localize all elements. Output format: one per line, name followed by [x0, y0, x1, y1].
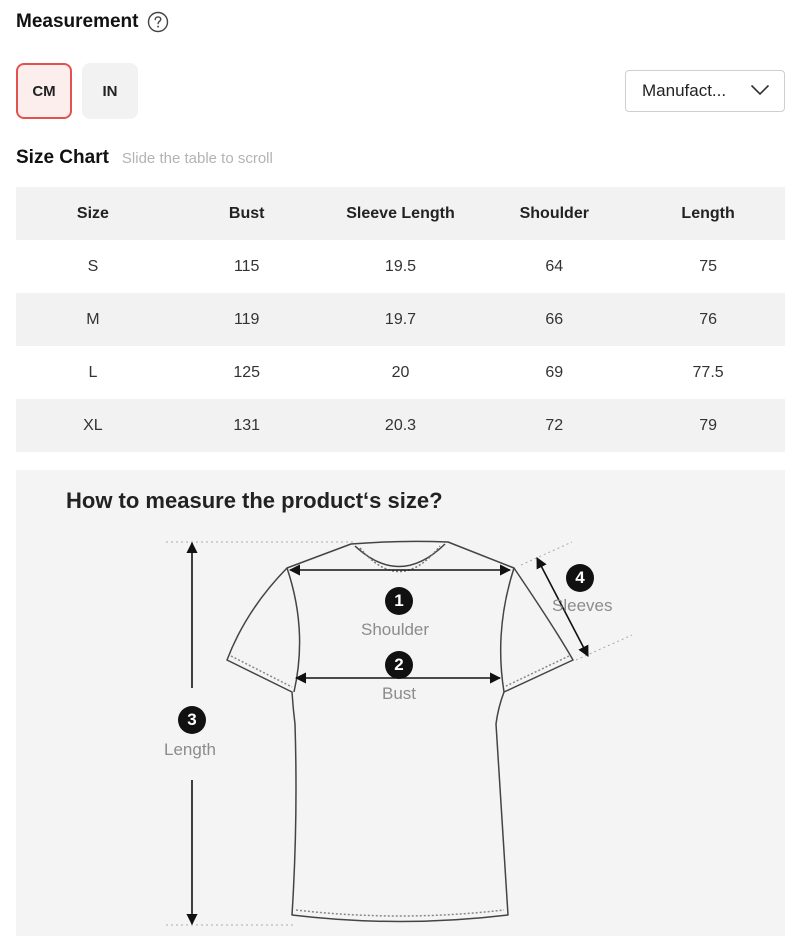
table-cell: XL [16, 399, 170, 452]
bust-label: Bust [382, 684, 417, 703]
table-cell: L [16, 346, 170, 399]
unit-cm-label: CM [32, 82, 56, 100]
length-label: Length [164, 740, 216, 759]
shoulder-label: Shoulder [361, 620, 430, 639]
shoulder-number-badge: 1 [385, 587, 413, 615]
size-chart-header [16, 147, 273, 173]
table-row [16, 240, 785, 293]
sleeves-number-badge: 4 [566, 564, 594, 592]
column-header: Bust [170, 187, 324, 240]
bust-number-badge: 2 [385, 651, 413, 679]
table-cell: 19.7 [324, 293, 478, 346]
size-chart-title: Size Chart [16, 147, 109, 168]
size-type-value: Manufact... [642, 81, 727, 100]
table-row [16, 399, 785, 452]
size-chart-hint: Slide the table to scroll [121, 150, 273, 167]
table-row [16, 346, 785, 399]
column-header: Shoulder [477, 187, 631, 240]
table-cell: 66 [477, 293, 631, 346]
table-cell: 115 [170, 240, 324, 293]
table-cell: S [16, 240, 170, 293]
size-type-dropdown[interactable] [625, 70, 785, 112]
table-cell: 77.5 [631, 346, 785, 399]
table-cell: 72 [477, 399, 631, 452]
unit-in-label: IN [102, 82, 118, 100]
table-cell: 125 [170, 346, 324, 399]
length-number-badge: 3 [178, 706, 206, 734]
unit-in-button[interactable] [82, 63, 138, 119]
table-cell: 19.5 [324, 240, 478, 293]
table-cell: 79 [631, 399, 785, 452]
table-header-row [16, 187, 785, 240]
column-header: Sleeve Length [324, 187, 478, 240]
measure-guide-title: How to measure the product‘s size? [66, 488, 443, 513]
table-cell: 131 [170, 399, 324, 452]
unit-cm-button[interactable] [16, 63, 72, 119]
table-cell: 69 [477, 346, 631, 399]
column-header: Length [631, 187, 785, 240]
table-cell: 20.3 [324, 399, 478, 452]
measure-guide-panel [16, 470, 785, 936]
table-cell: 76 [631, 293, 785, 346]
measurement-title: Measurement [16, 11, 139, 32]
chevron-down-icon [750, 81, 770, 101]
column-header: Size [16, 187, 170, 240]
sleeves-label: Sleeves [552, 596, 613, 615]
table-cell: 20 [324, 346, 478, 399]
size-table[interactable] [16, 187, 785, 452]
table-cell: 64 [477, 240, 631, 293]
question-circle-icon[interactable] [147, 11, 169, 33]
table-cell: 119 [170, 293, 324, 346]
measurement-header [16, 8, 169, 36]
table-cell: 75 [631, 240, 785, 293]
table-cell: M [16, 293, 170, 346]
table-row [16, 293, 785, 346]
